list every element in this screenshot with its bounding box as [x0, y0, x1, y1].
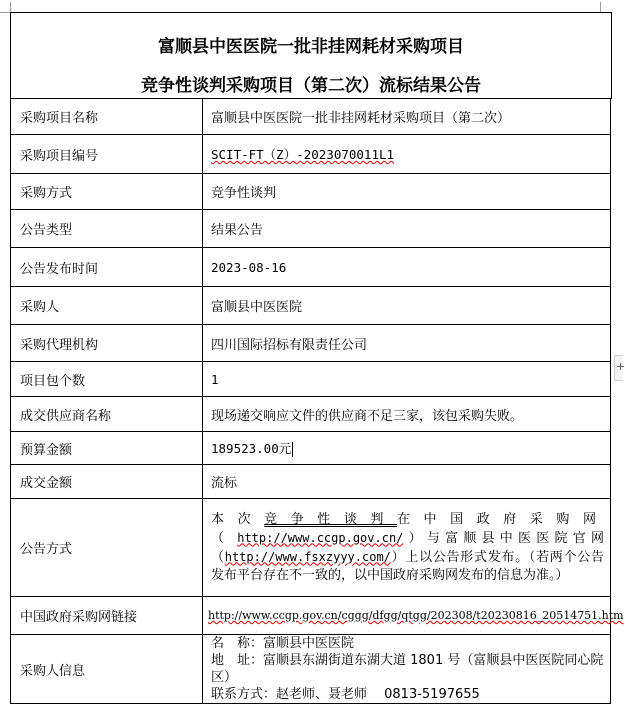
value-project-no-cell: [203, 135, 611, 174]
notice-url-ccgp[interactable]: http://www.ccgp.gov.cn/: [237, 530, 404, 545]
row-project-no: [11, 135, 611, 174]
value-ccgp-link-cell: [203, 597, 624, 635]
plus-icon: +: [616, 360, 625, 373]
notice-text-2: 在中国政府采购网（: [211, 511, 604, 546]
row-notice-method: [11, 499, 611, 597]
scroll-side-marker[interactable]: [614, 355, 623, 381]
value-deal-amount: 流标: [203, 465, 611, 499]
row-notice-type: [11, 210, 611, 248]
label-agency: 采购代理机构: [11, 325, 203, 362]
label-project-no: 采购项目编号: [11, 135, 203, 174]
label-package-count: 项目包个数: [11, 362, 203, 397]
label-purchaser-info: 采购人信息: [11, 635, 203, 704]
notice-text-3: ）与富顺县中医医院官网（: [211, 530, 604, 565]
label-supplier: 成交供应商名称: [11, 397, 203, 432]
value-purchaser-info: [203, 635, 611, 704]
notice-url-hospital[interactable]: http://www.fsxzyyy.com/: [224, 549, 391, 564]
value-purchaser: 富顺县中医医院: [203, 287, 611, 325]
label-method: 采购方式: [11, 174, 203, 210]
label-notice-method: 公告方式: [11, 499, 203, 597]
label-purchaser: 采购人: [11, 287, 203, 325]
row-publish-time: [11, 248, 611, 287]
notice-text-1: 本次: [211, 511, 265, 527]
row-project-name: [11, 99, 611, 135]
label-notice-type: 公告类型: [11, 210, 203, 248]
value-package-count: 1: [203, 362, 611, 397]
value-notice-method: [203, 499, 611, 597]
value-project-name: 富顺县中医医院一批非挂网耗材采购项目（第二次）: [203, 99, 611, 135]
row-package-count: [11, 362, 611, 397]
row-purchaser: [11, 287, 611, 325]
label-ccgp-link: 中国政府采购网链接: [11, 597, 203, 635]
value-publish-time: 2023-08-16: [203, 248, 611, 287]
row-agency: [11, 325, 611, 362]
row-supplier: [11, 397, 611, 432]
row-method: [11, 174, 611, 210]
value-supplier: 现场递交响应文件的供应商不足三家，该包采购失败。: [203, 397, 611, 432]
notice-text-method: 竞争性谈判: [264, 511, 397, 527]
announcement-table: [10, 98, 624, 704]
value-agency: 四川国际招标有限责任公司: [203, 325, 611, 362]
value-budget: 189523.00元: [211, 441, 292, 456]
row-budget: [11, 432, 611, 465]
value-ccgp-link[interactable]: http://www.ccgp.gov.cn/cggg/dfgg/qtgg/202308/t20230816_20514751.htm: [208, 609, 624, 622]
label-project-name: 采购项目名称: [11, 99, 203, 135]
row-ccgp-link: [11, 597, 611, 635]
text-cursor: [292, 442, 293, 457]
value-notice-type: 结果公告: [203, 210, 611, 248]
value-project-no: SCIT-FT（Z）-2023070011L1: [211, 147, 395, 162]
row-purchaser-info: [11, 635, 611, 704]
title-line-2: 竞争性谈判采购项目（第二次）流标结果公告: [141, 76, 481, 96]
value-method: 竞争性谈判: [203, 174, 611, 210]
row-deal-amount: [11, 465, 611, 499]
value-budget-cell: [203, 432, 611, 465]
purchaser-name-line: 名 称：富顺县中医医院: [211, 636, 355, 651]
label-deal-amount: 成交金额: [11, 465, 203, 499]
label-publish-time: 公告发布时间: [11, 248, 203, 287]
title-line-1: 富顺县中医医院一批非挂网耗材采购项目: [158, 37, 464, 57]
label-budget: 预算金额: [11, 432, 203, 465]
purchaser-contact-line: 联系方式：赵老师、聂老师 0813-5197655: [211, 687, 480, 702]
title-box: [10, 12, 612, 99]
notice-text-4: ）上以公告形式发布。（若两个公告发布平台存在不一致的，以中国政府采购网发布的信息为准。）: [211, 549, 604, 583]
purchaser-address-line: 地 址：富顺县东湖街道东湖大道 1801 号（富顺县中医医院同心院区）: [211, 653, 604, 685]
